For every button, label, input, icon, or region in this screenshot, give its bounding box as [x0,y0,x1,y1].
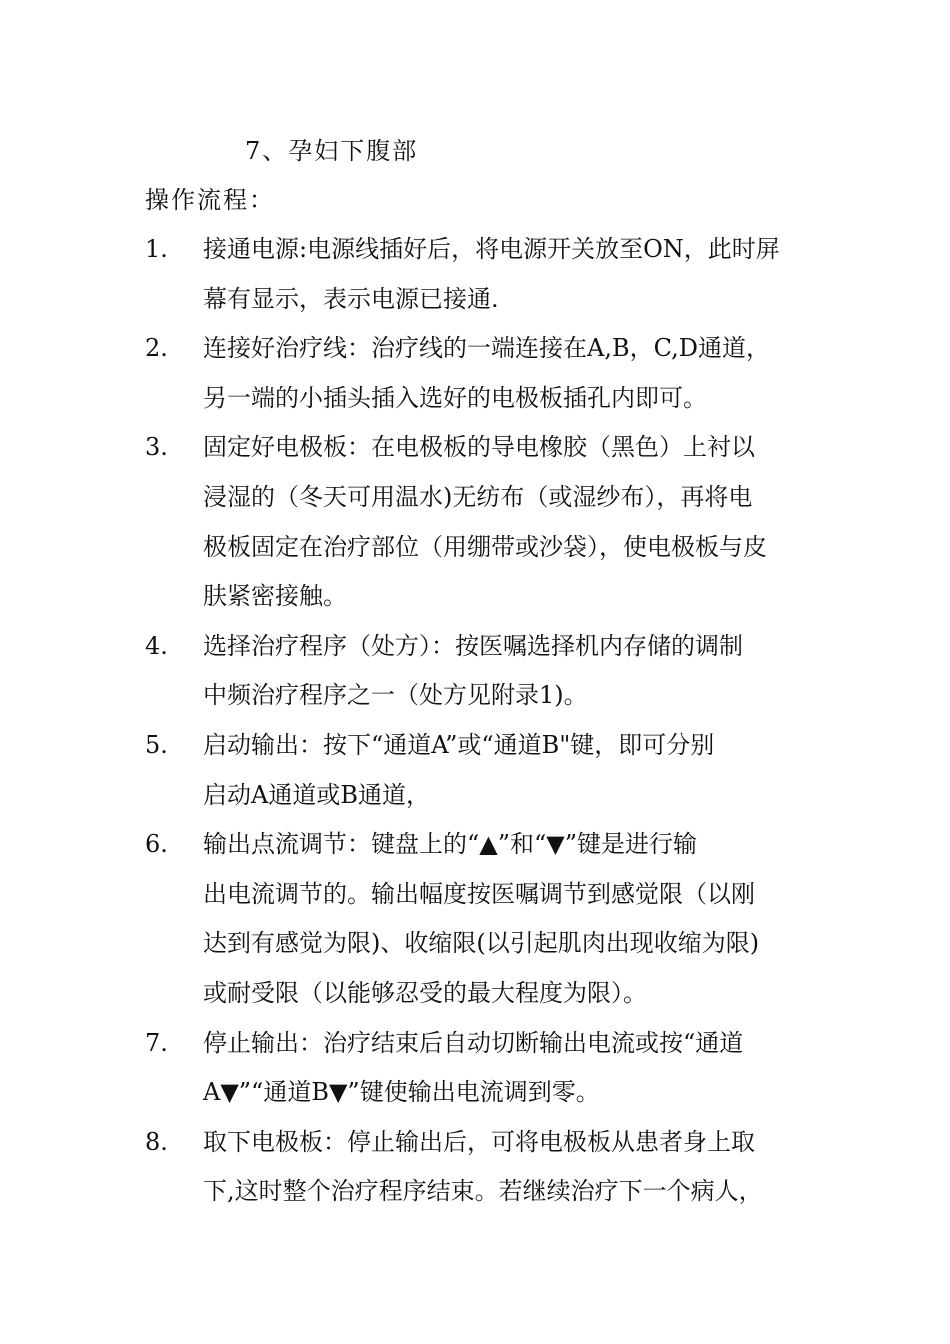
section-heading: 7、孕妇下腹部 [245,137,419,165]
step-text-line: 另一端的小插头插入选好的电极板插孔内即可。 [203,384,707,412]
step-text-line: 启动输出：按下“通道A”或“通道B"键，即可分别 [203,731,715,759]
step-number: 6. [145,830,168,858]
step-text-line: 幕有显示，表示电源已接通. [203,285,499,313]
step-text-line: A▼”“通道B▼”键使输出电流调到零。 [203,1078,600,1106]
step-text-line: 出电流调节的。输出幅度按医嘱调节到感觉限（以刚 [203,880,755,908]
step-number: 2. [145,334,168,362]
step-text-line: 极板固定在治疗部位（用绷带或沙袋），使电极板与皮 [203,533,767,561]
step-text-line: 接通电源:电源线插好后，将电源开关放至ON，此时屏 [203,235,780,263]
step-text-line: 浸湿的（冬天可用温水)无纺布（或湿纱布），再将电 [203,483,753,511]
step-number: 8. [145,1128,168,1156]
step-number: 1. [145,235,168,263]
step-number: 3. [145,433,168,461]
step-text-line: 中频治疗程序之一（处方见附录1)。 [203,681,588,709]
step-text-line: 连接好治疗线：治疗线的一端连接在A,B，C,D通道， [203,334,770,362]
step-text-line: 停止输出：治疗结束后自动切断输出电流或按“通道 [203,1029,744,1057]
step-text-line: 启动A通道或B通道， [203,781,430,809]
procedure-label: 操作流程： [145,186,275,214]
step-text-line: 或耐受限（以能够忍受的最大程度为限）。 [203,979,647,1007]
step-number: 5. [145,731,168,759]
step-number: 7. [145,1029,168,1057]
step-text-line: 输出点流调节：键盘上的“▲”和“▼”键是进行输 [203,830,697,858]
step-text-line: 肤紧密接触。 [203,582,347,610]
step-number: 4. [145,632,168,660]
step-text-line: 选择治疗程序（处方）：按医嘱选择机内存储的调制 [203,632,743,660]
step-text-line: 取下电极板：停止输出后，可将电极板从患者身上取 [203,1128,755,1156]
step-text-line: 固定好电极板：在电极板的导电橡胶（黑色）上衬以 [203,433,755,461]
step-text-line: 达到有感觉为限)、收缩限(以引起肌肉出现收缩为限) [203,929,760,957]
step-text-line: 下,这时整个治疗程序结束。若继续治疗下一个病人， [203,1177,763,1205]
